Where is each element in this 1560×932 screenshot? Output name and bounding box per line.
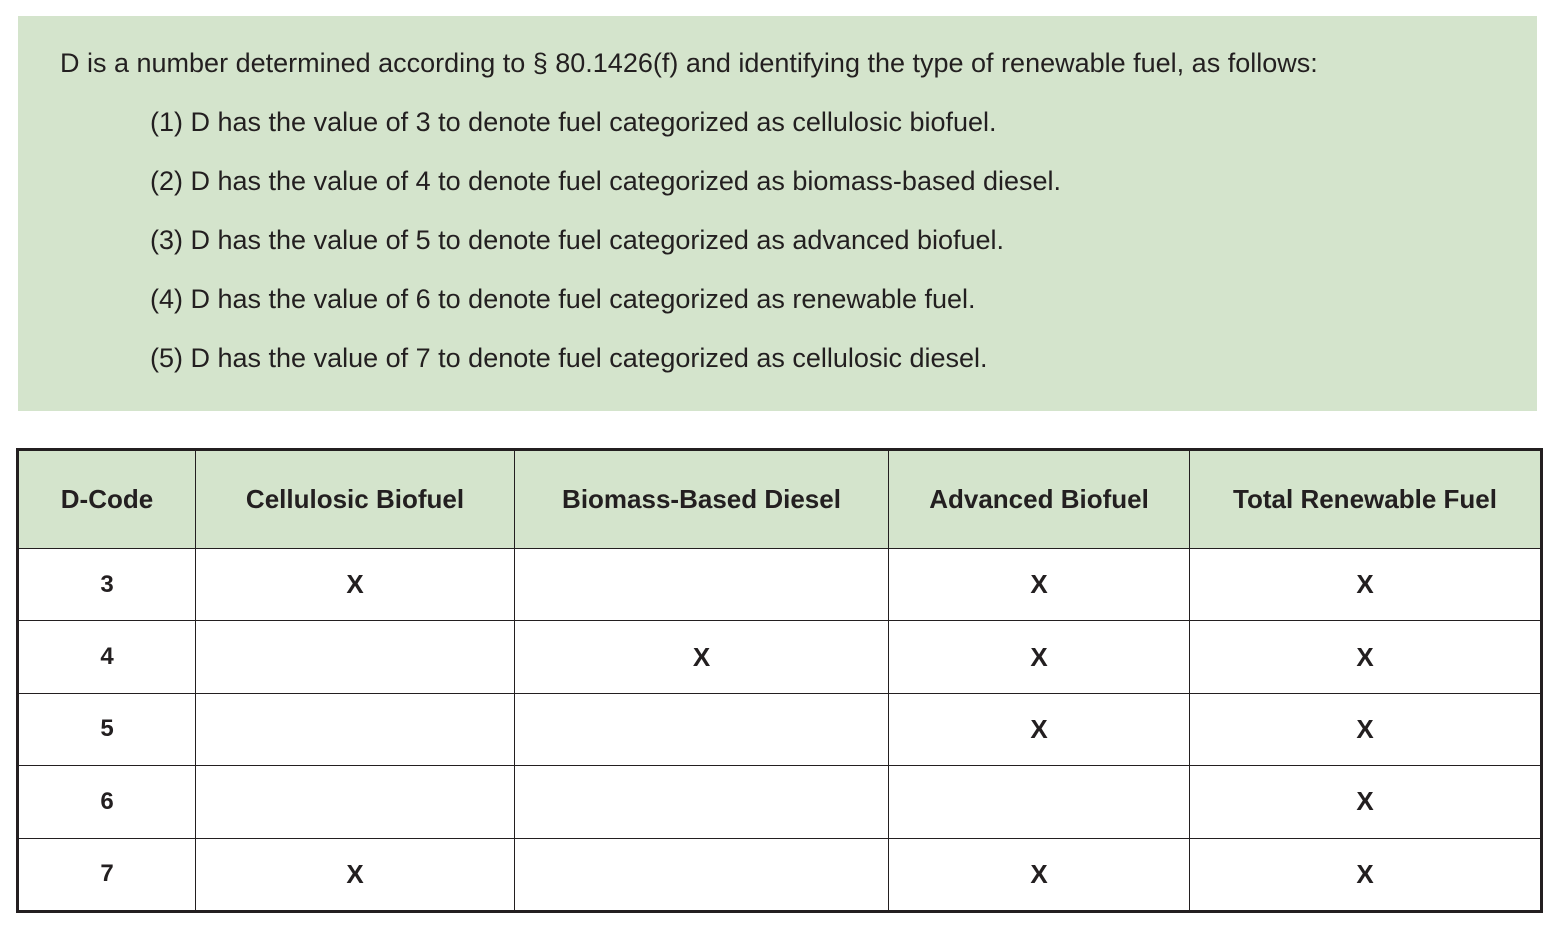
definition-item-1: (1) D has the value of 3 to denote fuel categorized as cellulosic biofuel. <box>150 107 997 137</box>
total-renewable-fuel-cell: X <box>1190 549 1542 621</box>
definition-item-2: (2) D has the value of 4 to denote fuel categorized as biomass-based diesel. <box>150 166 1062 196</box>
total-renewable-fuel-cell: X <box>1190 621 1542 693</box>
definition-intro: D is a number determined according to § 80.1426(f) and identifying the type of renewable fuel, as follows: <box>60 48 1318 78</box>
cellulosic-biofuel-cell <box>196 766 515 838</box>
d-code-cell: 7 <box>18 838 196 911</box>
table-row <box>18 766 1542 838</box>
d-code-cell: 3 <box>18 549 196 621</box>
table-header-row <box>18 450 1542 549</box>
table-row <box>18 621 1542 693</box>
header-cellulosic-biofuel: Cellulosic Biofuel <box>196 450 515 549</box>
header-d-code: D-Code <box>18 450 196 549</box>
total-renewable-fuel-cell: X <box>1190 766 1542 838</box>
d-code-table <box>16 448 1543 913</box>
cellulosic-biofuel-cell: X <box>196 838 515 911</box>
definition-item-5: (5) D has the value of 7 to denote fuel categorized as cellulosic diesel. <box>150 343 988 373</box>
advanced-biofuel-cell: X <box>889 693 1190 765</box>
biomass-based-diesel-cell <box>515 766 889 838</box>
advanced-biofuel-cell: X <box>889 549 1190 621</box>
d-code-cell: 6 <box>18 766 196 838</box>
cellulosic-biofuel-cell <box>196 693 515 765</box>
advanced-biofuel-cell: X <box>889 621 1190 693</box>
table-row <box>18 549 1542 621</box>
header-advanced-biofuel: Advanced Biofuel <box>889 450 1190 549</box>
header-biomass-based-diesel: Biomass-Based Diesel <box>515 450 889 549</box>
table-row <box>18 693 1542 765</box>
biomass-based-diesel-cell: X <box>515 621 889 693</box>
biomass-based-diesel-cell <box>515 838 889 911</box>
definition-item-4: (4) D has the value of 6 to denote fuel categorized as renewable fuel. <box>150 284 976 314</box>
d-code-cell: 5 <box>18 693 196 765</box>
cellulosic-biofuel-cell <box>196 621 515 693</box>
header-total-renewable-fuel: Total Renewable Fuel <box>1190 450 1542 549</box>
definition-item-3: (3) D has the value of 5 to denote fuel categorized as advanced biofuel. <box>150 225 1005 255</box>
total-renewable-fuel-cell: X <box>1190 838 1542 911</box>
total-renewable-fuel-cell: X <box>1190 693 1542 765</box>
table-row <box>18 838 1542 911</box>
advanced-biofuel-cell <box>889 766 1190 838</box>
cellulosic-biofuel-cell: X <box>196 549 515 621</box>
advanced-biofuel-cell: X <box>889 838 1190 911</box>
biomass-based-diesel-cell <box>515 693 889 765</box>
definition-box <box>18 16 1537 411</box>
d-code-cell: 4 <box>18 621 196 693</box>
biomass-based-diesel-cell <box>515 549 889 621</box>
